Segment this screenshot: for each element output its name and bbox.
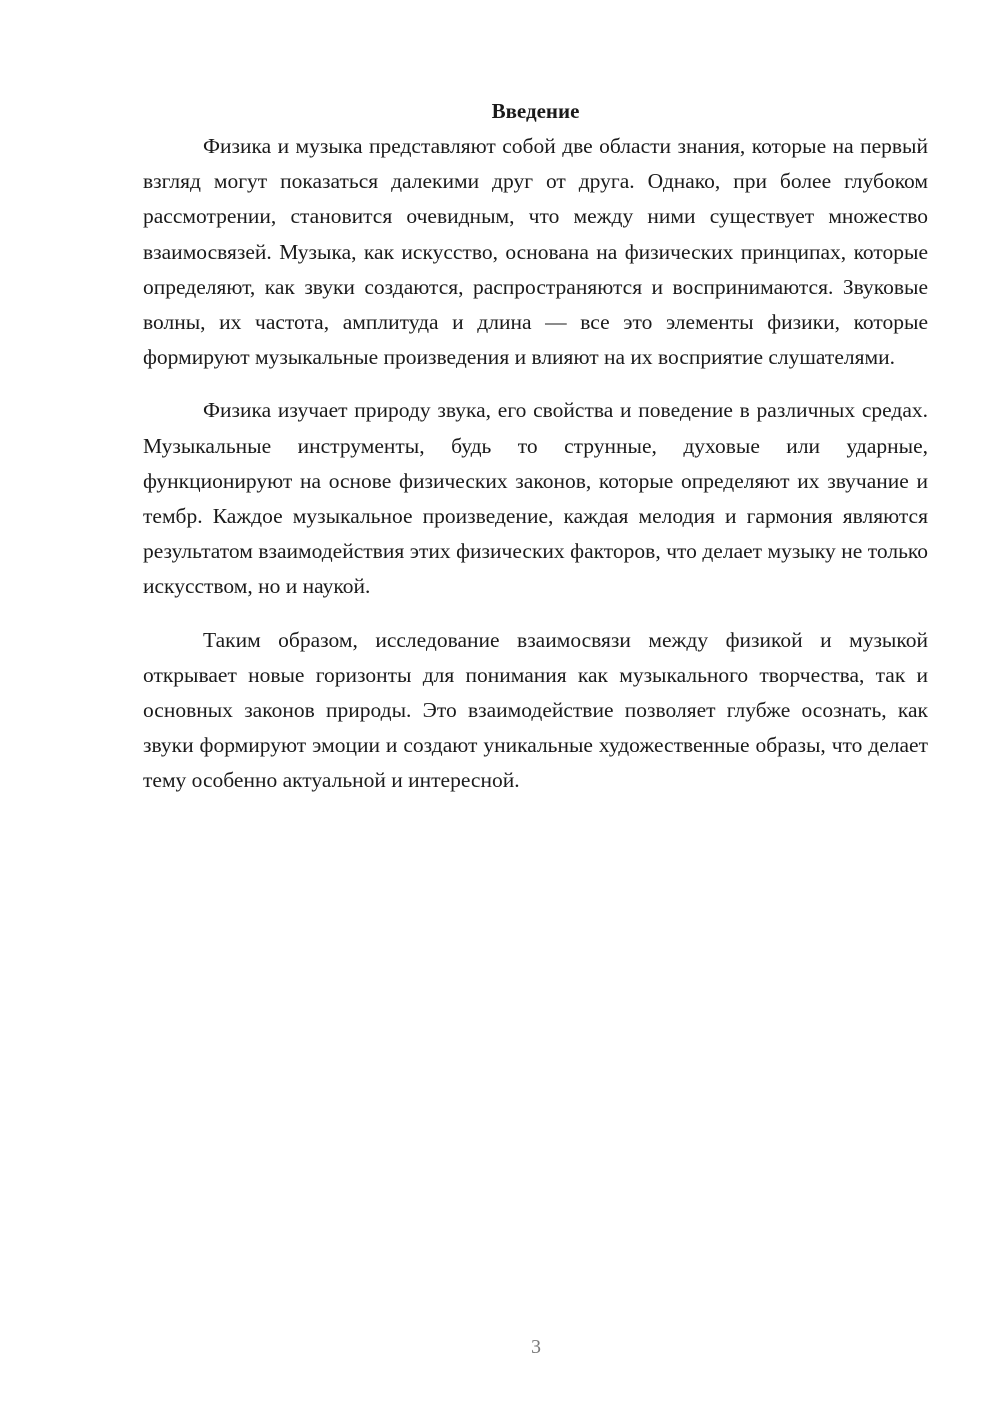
paragraph-3: Таким образом, исследование взаимосвязи между физикой и музыкой открывает новые горизонты для понимания как музыкального творчества, так и основных законов природы. Это взаимодействие позволяет глубже осознать, как звуки формируют эмоции и создают уникальные художественные образы, что делает тему особенно актуальной и интересной. <box>143 627 928 793</box>
page-number: 3 <box>531 1336 541 1358</box>
paragraph-1: Физика и музыка представляют собой две области знания, которые на первый взгляд могут показаться далекими друг от друга. Однако, при более глубоком рассмотрении, становится очевидным, что между ними существует множество взаимосвязей. Музыка, как искусство, основана на физических принципах, которые определяют, как звуки создаются, распространяются и воспринимаются. Звуковые волны, их частота, амплитуда и длина — все это элементы физики, которые формируют музыкальные произведения и влияют на их восприятие слушателями. <box>143 134 928 370</box>
section-heading: Введение <box>491 99 580 123</box>
paragraph-2: Физика изучает природу звука, его свойства и поведение в различных средах. Музыкальные инструменты, будь то струнные, духовые или ударные, функционируют на основе физических законов, которые определяют их звучание и тембр. Каждое музыкальное произведение, каждая мелодия и гармония являются результатом взаимодействия этих физических факторов, что делает музыку не только искусством, но и наукой. <box>143 398 928 599</box>
page-content <box>143 94 928 817</box>
